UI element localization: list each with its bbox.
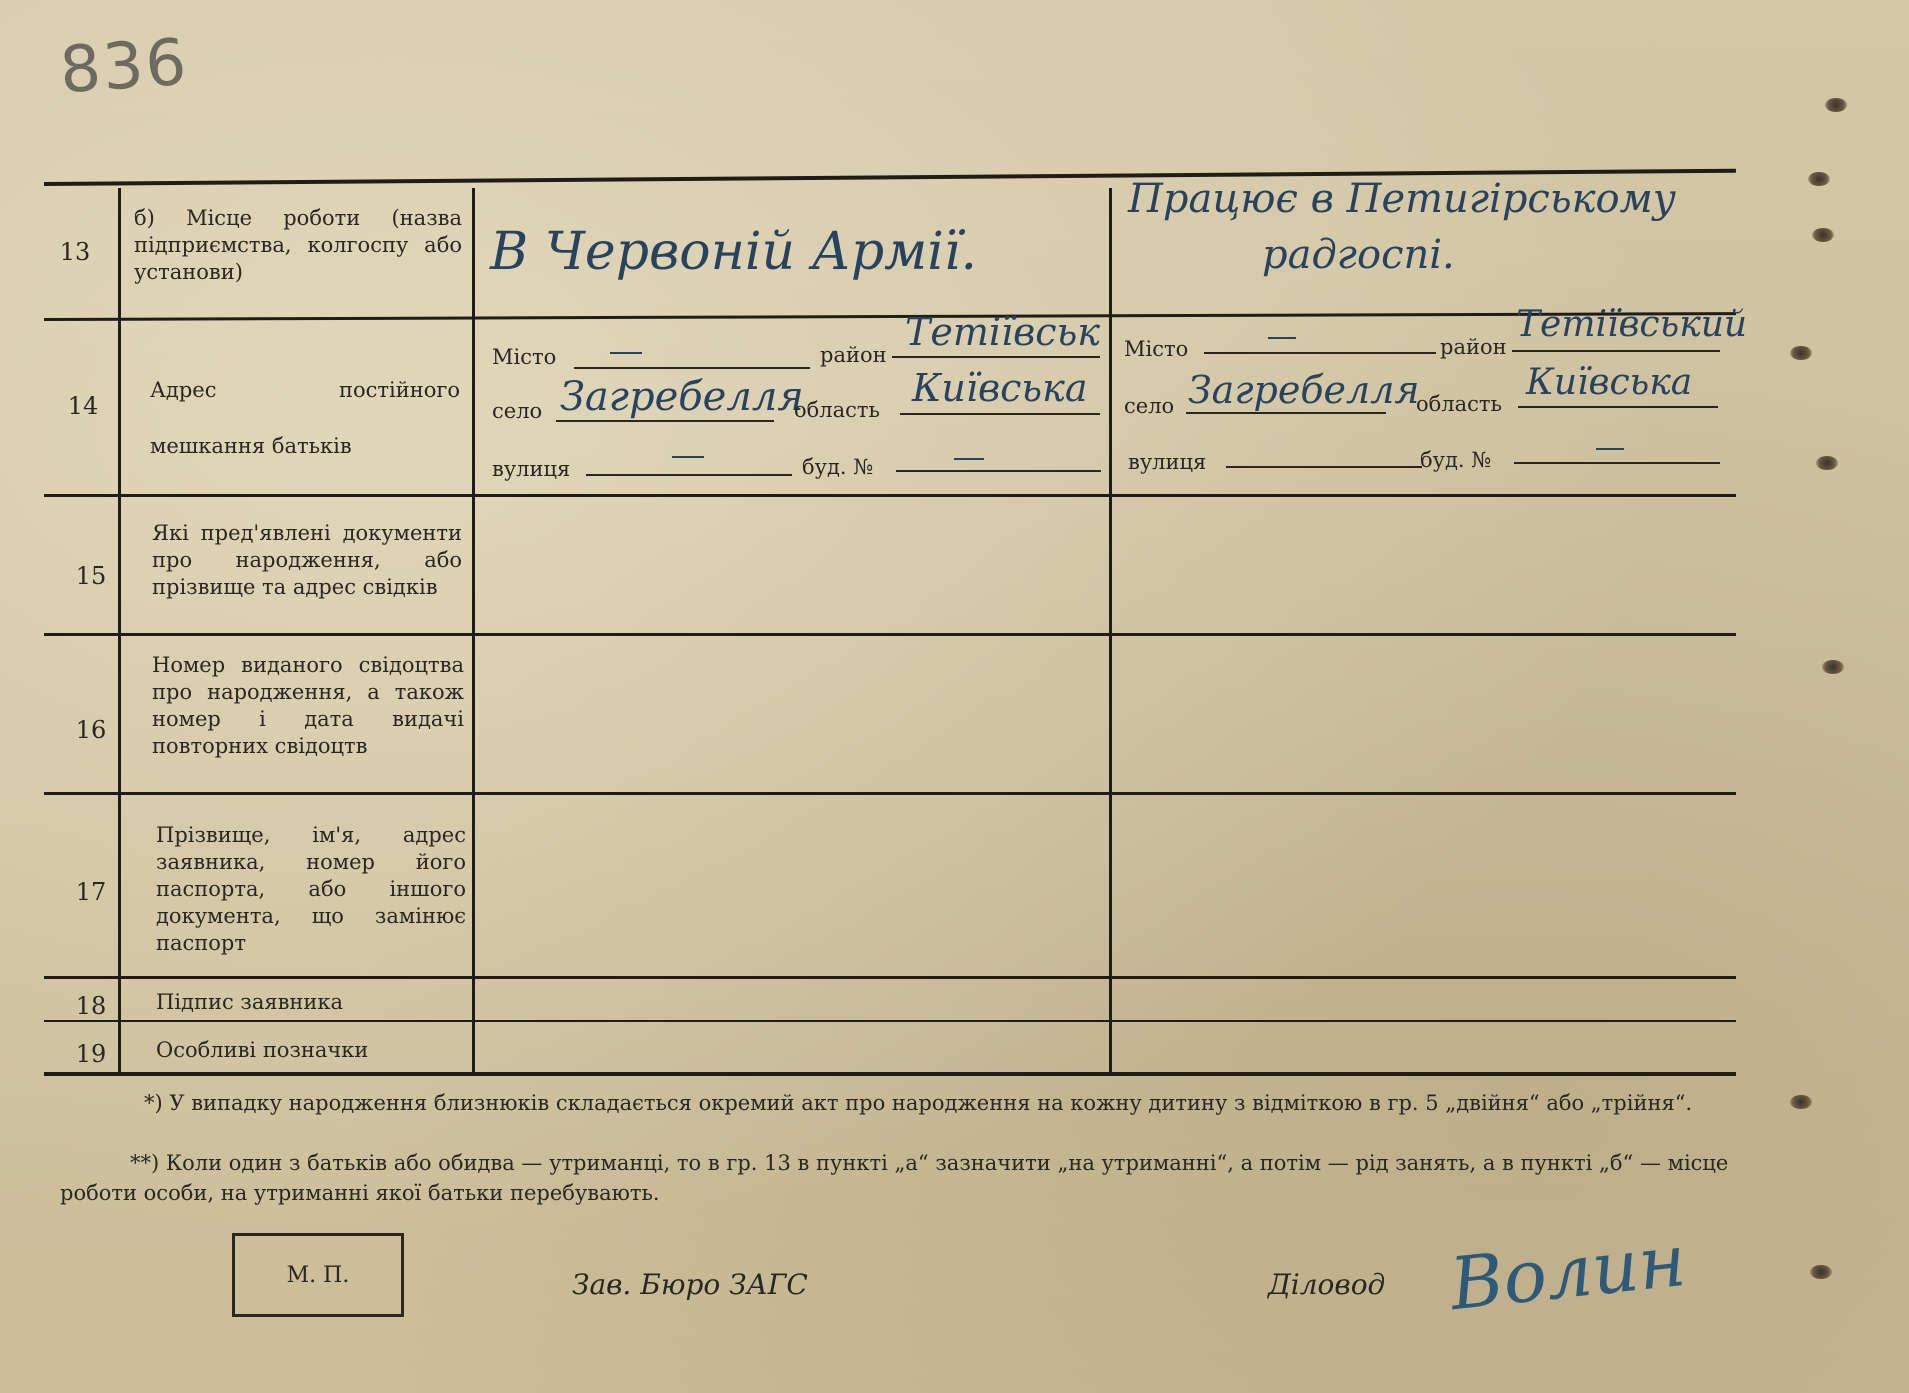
row-number: 17 (75, 878, 107, 906)
registry-head-label: Зав. Бюро ЗАГС (572, 1268, 808, 1301)
clerk-label: Діловод (1268, 1268, 1386, 1301)
building-dash (954, 458, 984, 460)
row-label: Особливі позначки (156, 1038, 369, 1062)
row-label: Підпис заявника (156, 990, 344, 1014)
row-label: Які пред'явлені документи про народження, або прізвище та адрес свідків (152, 521, 462, 599)
binder-hole (1790, 1095, 1812, 1109)
row-number: 14 (67, 392, 99, 420)
city-dash (610, 352, 642, 354)
region-line (1518, 406, 1718, 408)
binder-hole (1812, 228, 1834, 242)
building-label: буд. № (802, 455, 874, 479)
street-label: вулиця (492, 457, 571, 481)
building-label: буд. № (1420, 448, 1492, 472)
building-dash (1596, 448, 1624, 450)
row-label: Адрес постійного мешкання батьків (150, 378, 460, 458)
region-label: область (1416, 392, 1502, 416)
district-line (1512, 350, 1720, 352)
father-region: Київська (912, 366, 1088, 410)
page-number: 836 (57, 25, 191, 109)
building-line (1514, 462, 1720, 464)
binder-hole (1822, 660, 1844, 674)
district-line (892, 356, 1100, 358)
district-label: район (1440, 335, 1507, 359)
building-line (896, 470, 1101, 472)
village-label: село (1124, 394, 1175, 418)
binder-hole (1810, 1265, 1832, 1279)
father-workplace: В Червоній Армії. (490, 222, 978, 282)
mother-workplace-line-2: радгоспі. (1262, 232, 1455, 278)
row-number: 13 (59, 238, 91, 266)
mother-district: Тетіївський (1516, 304, 1748, 345)
village-label: село (492, 399, 543, 423)
street-line (1226, 466, 1422, 468)
row-label: Номер виданого свідоцтва про народження, а також номер і дата видачі повторних свідоцтв (152, 653, 464, 758)
row-label: Прізвище, ім'я, адрес заявника, номер його паспорта, або іншого документа, що замінює паспорт (156, 823, 466, 955)
city-label: Місто (1124, 337, 1189, 361)
row-number: 19 (75, 1040, 107, 1068)
city-label: Місто (492, 345, 557, 369)
row-number: 18 (75, 992, 107, 1020)
stamp-box (232, 1233, 404, 1317)
mother-region: Київська (1526, 362, 1693, 403)
region-line (900, 413, 1100, 415)
mother-village: Загребелля (1188, 368, 1420, 412)
footnote-dependents: **) Коли один з батьків або обидва — утриманці, то в гр. 13 в пункті „а“ зазначити „на утриманні“, а потім — рід занять, а в пункті „б“ — місце роботи особи, на утриманні якої батьки перебувають. (60, 1151, 1729, 1205)
city-line (1204, 352, 1436, 354)
stamp-label: М. П. (286, 1262, 350, 1288)
district-label: район (820, 343, 887, 367)
row-label: б) Місце роботи (назва підприємства, колгоспу або установи) (134, 206, 462, 284)
street-label: вулиця (1128, 450, 1207, 474)
region-label: область (794, 398, 880, 422)
village-line (556, 420, 774, 422)
father-district: Тетіївськ (905, 310, 1100, 354)
city-dash (1268, 337, 1296, 339)
street-dash (672, 456, 704, 458)
footnote-twins: *) У випадку народження близнюків складається окремий акт про народження на кожну дитину з відміткою в гр. 5 „двійня“ або „трійня“. (144, 1091, 1693, 1115)
mother-workplace-line-1: Працює в Петигірському (1128, 176, 1676, 222)
binder-hole (1816, 456, 1838, 470)
binder-hole (1808, 172, 1830, 186)
binder-hole (1790, 346, 1812, 360)
binder-hole (1825, 98, 1847, 112)
village-line (1186, 412, 1386, 414)
row-number: 15 (75, 562, 107, 590)
clerk-signature: Волин (1446, 1217, 1690, 1327)
street-line (586, 474, 792, 476)
row-number: 16 (75, 716, 107, 744)
father-village: Загребелля (560, 374, 804, 420)
city-line (574, 367, 810, 369)
